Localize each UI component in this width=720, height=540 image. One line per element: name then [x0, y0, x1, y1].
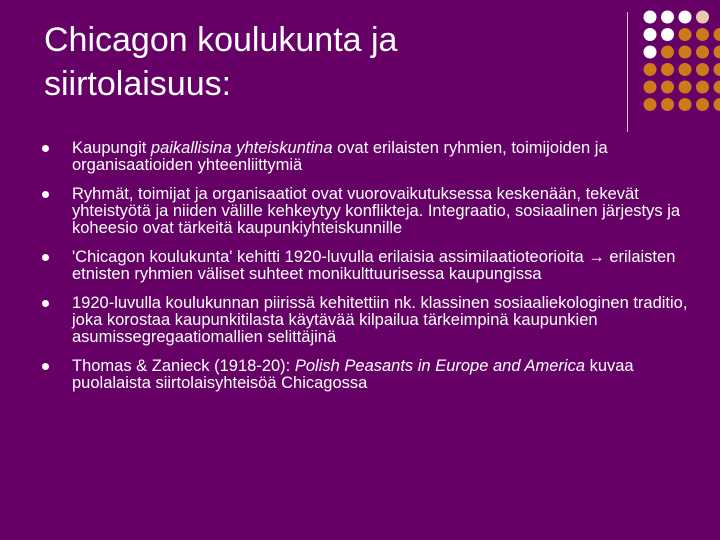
decorative-dot	[644, 11, 657, 24]
bullet-text	[72, 357, 634, 392]
decorative-dot	[679, 81, 692, 94]
bullet-text-segment: kuvaa puolalaista siirtolaisyhteisöä Chicagossa	[72, 357, 634, 392]
decorative-dot	[696, 98, 709, 111]
bullet-text-segment: erilaisten etnisten ryhmien väliset suhteet monikulttuurisessa kaupungissa	[72, 248, 676, 283]
decorative-dot	[644, 63, 657, 76]
bullet-item	[42, 295, 702, 346]
decorative-dot	[679, 98, 692, 111]
bullet-dot-icon	[42, 300, 49, 307]
decorative-dot	[714, 63, 720, 76]
bullet-dot-icon	[42, 191, 49, 198]
decorative-dot	[679, 46, 692, 59]
bullet-text-segment: Thomas & Zanieck (1918-20):	[72, 357, 295, 375]
decorative-dot	[714, 81, 720, 94]
bullet-list	[42, 140, 702, 392]
decorative-dot	[644, 28, 657, 41]
decorative-dot	[696, 81, 709, 94]
decorative-dot	[644, 46, 657, 59]
bullet-item	[42, 186, 702, 237]
bullet-text	[72, 185, 680, 237]
decorative-dot	[714, 98, 720, 111]
bullet-text-italic: Polish Peasants in Europe and America	[294, 357, 585, 375]
bullet-text	[72, 139, 608, 174]
bullet-text-segment: Kaupungit	[72, 139, 151, 157]
bullet-dot-icon	[42, 254, 49, 261]
decorative-dot	[661, 63, 674, 76]
bullet-text-segment: →	[588, 248, 605, 266]
bullet-text-segment: 'Chicagon koulukunta' kehitti 1920-luvulla erilaisia assimilaatioteorioita	[72, 248, 589, 266]
decorative-dot	[661, 28, 674, 41]
bullet-text	[72, 248, 675, 283]
bullet-dot-icon	[42, 363, 49, 370]
decorative-dot	[661, 11, 674, 24]
decorative-dot	[696, 28, 709, 41]
decorative-dot	[696, 46, 709, 59]
bullet-item	[42, 140, 702, 174]
title-line-1: Chicagon koulukunta ja	[44, 21, 398, 59]
title-line-2: siirtolaisuus:	[44, 65, 232, 103]
bullet-dot-icon	[42, 145, 49, 152]
decorative-dot	[714, 46, 720, 59]
decorative-dot	[644, 98, 657, 111]
decorative-dot	[696, 11, 709, 24]
bullet-item	[42, 249, 702, 283]
bullet-item	[42, 358, 702, 392]
decorative-dot	[661, 81, 674, 94]
decorative-dot	[679, 28, 692, 41]
decorative-dot	[644, 81, 657, 94]
bullet-text-segment: ovat erilaisten ryhmien, toimijoiden ja organisaatioiden yhteenliittymiä	[72, 139, 608, 174]
bullet-text	[72, 294, 687, 346]
bullet-text-segment: 1920-luvulla koulukunnan piirissä kehitettiin nk. klassinen sosiaaliekologinen traditio, joka korostaa kaupunkitilasta käytävää kilpailua tärkeimpinä kaupunkien asumissegregaatiomallien selittäjinä	[72, 294, 688, 346]
decorative-dot	[714, 28, 720, 41]
decorative-dot	[661, 46, 674, 59]
decorative-dot	[679, 11, 692, 24]
decorative-dot	[679, 63, 692, 76]
decorative-dot	[661, 98, 674, 111]
bullet-text-italic: paikallisina yhteiskuntina	[150, 139, 333, 157]
decorative-dot	[696, 63, 709, 76]
bullet-text-segment: Ryhmät, toimijat ja organisaatiot ovat vuorovaikutuksessa keskenään, tekevät yhteistyötä ja niiden välille kehkeytyy konflikteja. Integraatio, sosiaalinen järjestys ja koheesio ovat tärkeitä kaupunkiyhteiskunnille	[72, 185, 681, 237]
